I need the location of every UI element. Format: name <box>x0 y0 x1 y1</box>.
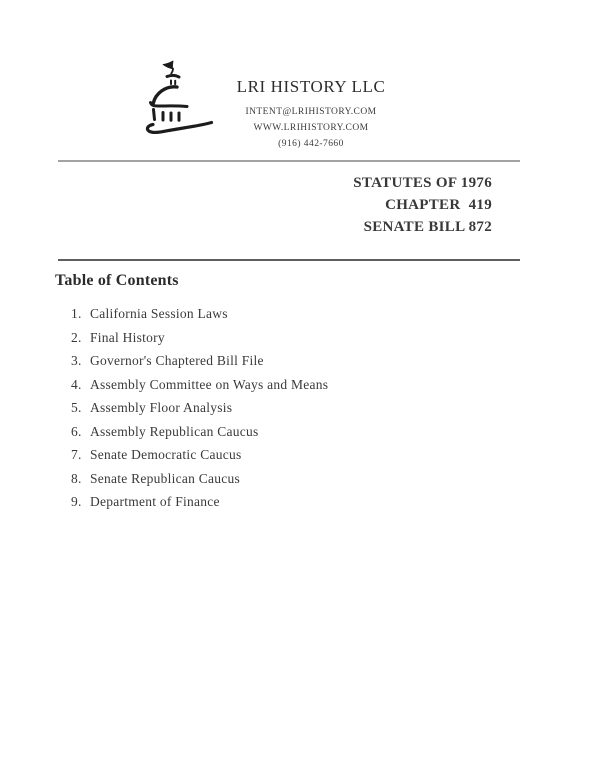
toc-item-number: 6. <box>71 423 82 439</box>
toc-item <box>71 373 491 397</box>
toc-item-label: Department of Finance <box>90 494 220 509</box>
toc-item-label: Assembly Republican Caucus <box>90 423 259 439</box>
toc-title: Table of Contents <box>55 272 179 289</box>
company-phone: (916) 442-7660 <box>278 139 344 149</box>
company-name: LRI HISTORY LLC <box>236 77 386 96</box>
letterhead <box>211 77 411 152</box>
toc-item <box>71 349 491 373</box>
toc-item <box>71 396 491 420</box>
toc-item-number: 4. <box>71 376 82 392</box>
toc-list <box>71 302 491 514</box>
toc-item-number: 7. <box>71 447 82 462</box>
toc-item <box>71 302 491 326</box>
company-website: WWW.LRIHISTORY.COM <box>253 123 369 133</box>
toc-item-label: Senate Democratic Caucus <box>90 447 242 462</box>
toc-item-label: Final History <box>90 329 165 345</box>
senate-bill-line: SENATE BILL 872 <box>363 219 492 235</box>
toc-item-number: 9. <box>71 494 82 509</box>
toc-item <box>71 490 491 514</box>
toc-item-label: Assembly Committee on Ways and Means <box>90 376 329 392</box>
header-divider-line <box>58 160 520 162</box>
toc-item-number: 5. <box>71 400 82 415</box>
capitol-dome-logo-icon <box>145 60 215 138</box>
toc-item <box>71 467 491 491</box>
toc-item <box>71 326 491 350</box>
toc-item-number: 2. <box>71 329 82 345</box>
toc-item-label: Assembly Floor Analysis <box>90 400 233 415</box>
company-email: INTENT@LRIHISTORY.COM <box>245 107 377 117</box>
bill-info-divider-line <box>58 259 520 261</box>
bill-info-block <box>353 172 492 238</box>
toc-item <box>71 443 491 467</box>
toc-item-label: Governor's Chaptered Bill File <box>90 353 264 368</box>
chapter-line: CHAPTER 419 <box>385 197 492 213</box>
toc-item-label: Senate Republican Caucus <box>90 470 240 486</box>
toc-item-number: 3. <box>71 353 82 368</box>
toc-item-number: 8. <box>71 470 82 486</box>
toc-item-number: 1. <box>71 306 82 321</box>
toc-item-label: California Session Laws <box>90 306 228 321</box>
statutes-year-line: STATUTES OF 1976 <box>353 175 492 191</box>
toc-item <box>71 420 491 444</box>
